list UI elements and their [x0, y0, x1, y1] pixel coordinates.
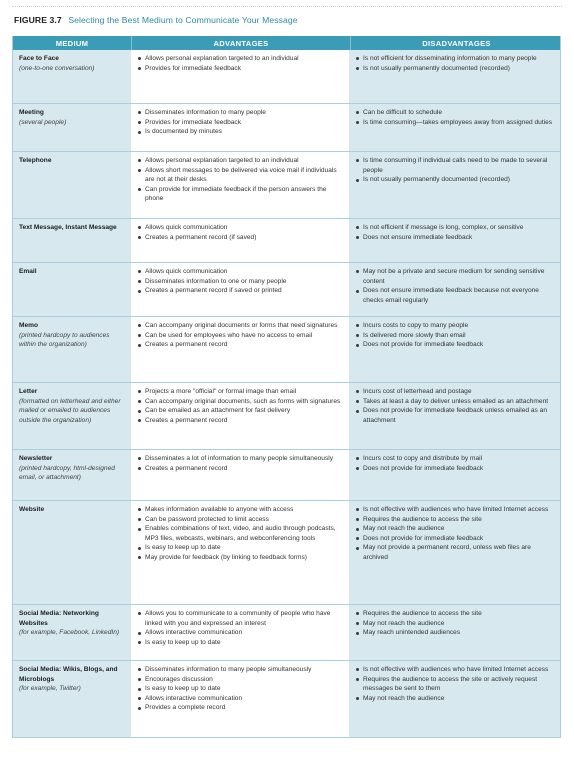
medium-note: (for example, Facebook, LinkedIn) [19, 629, 120, 637]
disadvantage-item: Is not effective with audiences who have limited Internet access [355, 505, 555, 515]
advantage-item: Enables combinations of text, video, and audio through podcasts, MP3 files, webcasts, webinars, and webconferencing tools [137, 524, 344, 543]
advantages-list [137, 505, 344, 563]
table-row [13, 152, 560, 219]
disadvantage-item: Incurs cost to copy and distribute by mail [355, 454, 555, 464]
advantage-item: Projects a more "official" or formal image than email [137, 387, 344, 397]
medium-cell [13, 152, 131, 218]
medium-name: Face to Face [19, 55, 59, 62]
table-row [13, 501, 560, 605]
advantages-list [137, 54, 344, 73]
table-row [13, 383, 560, 450]
advantage-item: Provides for immediate feedback [137, 118, 344, 128]
medium-name: Social Media: Networking Websites [19, 610, 99, 627]
table-row [13, 219, 560, 263]
disadvantage-item: Does not ensure immediate feedback because not everyone checks email regularly [355, 286, 555, 305]
advantage-item: Is easy to keep up to date [137, 638, 344, 648]
disadvantages-cell [349, 605, 560, 660]
table-body [13, 50, 560, 738]
advantages-list [137, 454, 344, 473]
header-advantages: ADVANTAGES [132, 36, 351, 50]
medium-cell [13, 317, 131, 382]
disadvantage-item: May not be a private and secure medium for sending sensitive content [355, 267, 555, 286]
disadvantages-cell [349, 317, 560, 382]
advantage-item: Allows personal explanation targeted to an individual [137, 156, 344, 166]
table-header [13, 36, 560, 50]
advantages-cell [131, 383, 349, 449]
advantages-cell [131, 263, 349, 316]
medium-note: (several people) [19, 118, 67, 126]
advantage-item: Allows quick communication [137, 267, 344, 277]
disadvantage-item: Is not effective with audiences who have limited Internet access [355, 665, 555, 675]
advantage-item: Disseminates information to many people [137, 108, 344, 118]
figure-title [14, 15, 298, 25]
medium-cell [13, 219, 131, 262]
disadvantage-item: May not reach the audience [355, 524, 555, 534]
advantage-item: Provides for immediate feedback [137, 64, 344, 74]
advantages-list [137, 387, 344, 425]
medium-note: (printed hardcopy to audiences within the organization) [19, 331, 110, 349]
disadvantages-cell [349, 450, 560, 500]
advantage-item: Provides a complete record [137, 703, 344, 713]
header-disadvantages: DISADVANTAGES [422, 38, 491, 48]
advantage-item: Creates a permanent record if saved or printed [137, 286, 344, 296]
table-row [13, 50, 560, 104]
disadvantages-list [355, 454, 555, 473]
advantages-cell [131, 219, 349, 262]
figure-caption: Selecting the Best Medium to Communicate Your Message [68, 15, 298, 25]
advantage-item: Disseminates information to many people simultaneously [137, 665, 344, 675]
advantage-item: May provide for feedback (by linking to feedback forms) [137, 553, 344, 563]
medium-name: Email [19, 268, 37, 275]
disadvantages-list [355, 505, 555, 563]
advantages-cell [131, 317, 349, 382]
disadvantage-item: Does not ensure immediate feedback [355, 233, 555, 243]
advantages-cell [131, 152, 349, 218]
advantage-item: Disseminates a lot of information to many people simultaneously [137, 454, 344, 464]
medium-cell [13, 383, 131, 449]
media-comparison-table [12, 36, 561, 738]
disadvantage-item: Is not efficient for disseminating information to many people [355, 54, 555, 64]
disadvantage-item: May not reach the audience [355, 694, 555, 704]
advantage-item: Can provide for immediate feedback if the person answers the phone [137, 185, 344, 204]
advantages-list [137, 108, 344, 137]
disadvantage-item: Incurs costs to copy to many people [355, 321, 555, 331]
disadvantages-cell [349, 501, 560, 604]
disadvantage-item: Is not usually permanently documented (recorded) [355, 175, 555, 185]
disadvantage-item: May reach unintended audiences [355, 628, 555, 638]
medium-note: (for example, Twitter) [19, 685, 81, 693]
advantage-item: Can be used for employees who have no access to email [137, 331, 344, 341]
table-row [13, 317, 560, 383]
medium-cell [13, 450, 131, 500]
disadvantages-cell [349, 263, 560, 316]
medium-note: (printed hardcopy, html-designed email, or attachment) [19, 464, 115, 482]
disadvantages-cell [349, 50, 560, 103]
advantage-item: Creates a permanent record [137, 340, 344, 350]
disadvantage-item: Does not provide for immediate feedback [355, 534, 555, 544]
advantages-cell [131, 605, 349, 660]
advantage-item: Creates a permanent record (if saved) [137, 233, 344, 243]
disadvantages-cell [349, 104, 560, 151]
medium-note: (one-to-one conversation) [19, 64, 95, 72]
advantage-item: Allows quick communication [137, 223, 344, 233]
advantage-item: Is easy to keep up to date [137, 684, 344, 694]
medium-cell [13, 605, 131, 660]
disadvantages-list [355, 54, 555, 73]
advantage-item: Allows personal explanation targeted to an individual [137, 54, 344, 64]
disadvantage-item: Requires the audience to access the site [355, 609, 555, 619]
disadvantage-item: May not reach the audience [355, 619, 555, 629]
figure-label: FIGURE 3.7 [14, 15, 62, 25]
medium-cell [13, 50, 131, 103]
disadvantage-item: Is delivered more slowly than email [355, 331, 555, 341]
advantage-item: Allows interactive communication [137, 694, 344, 704]
medium-name: Letter [19, 388, 38, 395]
header-medium: MEDIUM [13, 36, 132, 50]
advantages-cell [131, 104, 349, 151]
advantages-cell [131, 501, 349, 604]
disadvantage-item: Does not provide for immediate feedback unless emailed as an attachment [355, 406, 555, 425]
advantages-list [137, 321, 344, 350]
advantage-item: Can accompany original documents, such as forms with signatures [137, 397, 344, 407]
medium-cell [13, 661, 131, 737]
disadvantages-list [355, 223, 555, 242]
advantage-item: Creates a permanent record [137, 416, 344, 426]
advantage-item: Allows you to communicate to a community of people who have linked with you and expressed an interest [137, 609, 344, 628]
medium-cell [13, 104, 131, 151]
advantages-cell [131, 661, 349, 737]
disadvantages-list [355, 387, 555, 425]
advantages-list [137, 223, 344, 242]
advantages-list [137, 609, 344, 647]
table-row [13, 661, 560, 738]
advantages-cell [131, 450, 349, 500]
advantages-cell [131, 50, 349, 103]
disadvantage-item: May not provide a permanent record, unless web files are archived [355, 543, 555, 562]
disadvantage-item: Is not efficient if message is long, complex, or sensitive [355, 223, 555, 233]
medium-cell [13, 501, 131, 604]
disadvantages-list [355, 267, 555, 305]
disadvantages-list [355, 321, 555, 350]
disadvantage-item: Requires the audience to access the site [355, 515, 555, 525]
advantage-item: Can accompany original documents or forms that need signatures [137, 321, 344, 331]
medium-name: Memo [19, 322, 39, 329]
disadvantage-item: Does not provide for immediate feedback [355, 340, 555, 350]
disadvantages-cell [349, 383, 560, 449]
top-rule [12, 0, 562, 7]
advantage-item: Allows interactive communication [137, 628, 344, 638]
medium-name: Text Message, Instant Message [19, 224, 117, 231]
table-row [13, 450, 560, 501]
table-row [13, 605, 560, 661]
disadvantage-item: Can be difficult to schedule [355, 108, 555, 118]
disadvantages-cell [349, 661, 560, 737]
medium-name: Newsletter [19, 455, 53, 462]
medium-name: Meeting [19, 109, 44, 116]
advantage-item: Is easy to keep up to date [137, 543, 344, 553]
advantage-item: Can be password protected to limit access [137, 515, 344, 525]
disadvantage-item: Incurs cost of letterhead and postage [355, 387, 555, 397]
disadvantage-item: Is time consuming if individual calls need to be made to several people [355, 156, 555, 175]
disadvantage-item: Takes at least a day to deliver unless emailed as an attachment [355, 397, 555, 407]
disadvantages-list [355, 665, 555, 703]
disadvantages-list [355, 156, 555, 185]
disadvantage-item: Requires the audience to access the site or actively request messages be sent to them [355, 675, 555, 694]
medium-name: Telephone [19, 157, 52, 164]
advantage-item: Is documented by minutes [137, 127, 344, 137]
advantage-item: Allows short messages to be delivered via voice mail if individuals are not at their desks [137, 166, 344, 185]
advantages-list [137, 156, 344, 204]
disadvantage-item: Does not provide for immediate feedback [355, 464, 555, 474]
advantage-item: Can be emailed as an attachment for fast delivery [137, 406, 344, 416]
disadvantage-item: Is time consuming—takes employees away from assigned duties [355, 118, 555, 128]
advantage-item: Encourages discussion [137, 675, 344, 685]
disadvantages-list [355, 609, 555, 638]
table-row [13, 104, 560, 152]
medium-note: (formatted on letterhead and either mailed or emailed to audiences outside the organization) [19, 397, 121, 424]
disadvantages-cell [349, 219, 560, 262]
advantages-list [137, 267, 344, 296]
disadvantages-list [355, 108, 555, 127]
medium-cell [13, 263, 131, 316]
advantage-item: Makes information available to anyone with access [137, 505, 344, 515]
table-row [13, 263, 560, 317]
advantages-list [137, 665, 344, 713]
medium-name: Website [19, 506, 45, 513]
disadvantage-item: Is not usually permanently documented (recorded) [355, 64, 555, 74]
advantage-item: Creates a permanent record [137, 464, 344, 474]
disadvantages-cell [349, 152, 560, 218]
medium-name: Social Media: Wikis, Blogs, and Microblogs [19, 666, 118, 683]
advantage-item: Disseminates information to one or many people [137, 277, 344, 287]
